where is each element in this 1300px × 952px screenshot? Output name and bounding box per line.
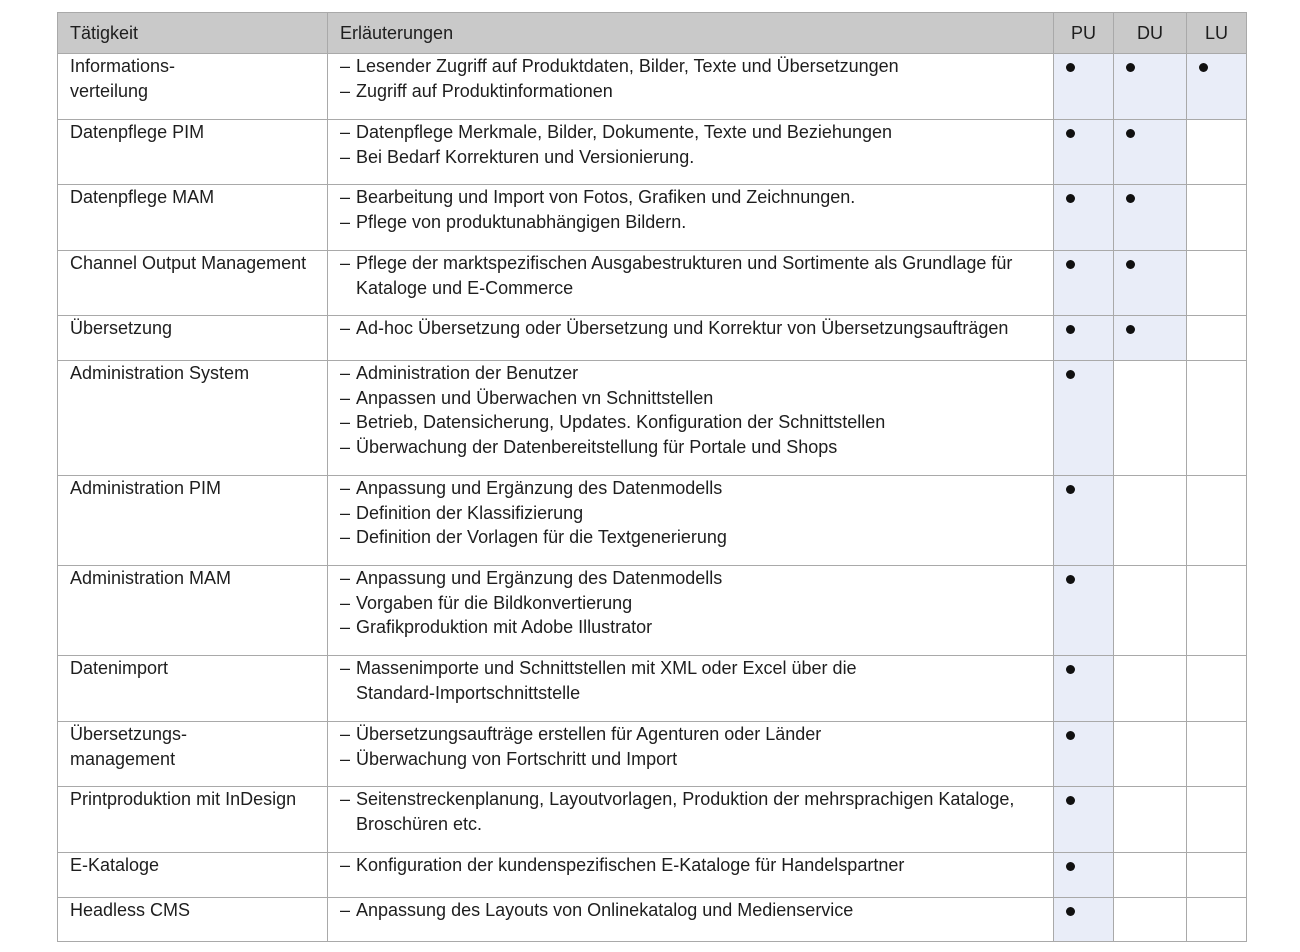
table-row xyxy=(58,656,1247,722)
dash-bullet: – xyxy=(340,855,351,875)
activity-text: Channel Output Management xyxy=(70,253,307,273)
explanation-line xyxy=(340,316,1041,341)
bullet-dot-icon xyxy=(1066,194,1075,203)
bullet-dot-icon xyxy=(1066,370,1075,379)
bullet-dot-icon xyxy=(1066,63,1075,72)
mark-cell-pu xyxy=(1054,316,1114,361)
explanation-cell xyxy=(328,656,1054,722)
header-activity: Tätigkeit xyxy=(58,13,328,54)
dash-bullet xyxy=(340,812,356,837)
mark-cell-pu xyxy=(1054,787,1114,853)
activity-text: Administration System xyxy=(70,363,250,383)
explanation-text: Standard-Importschnittstelle xyxy=(356,682,581,703)
explanation-line xyxy=(340,435,1041,460)
mark-cell-pu xyxy=(1054,185,1114,251)
role-matrix-table xyxy=(57,12,1247,942)
explanation-text: Administration der Benutzer xyxy=(356,363,579,383)
activity-text: Übersetzung xyxy=(70,318,173,338)
header-role-lu: LU xyxy=(1187,13,1247,54)
table-row xyxy=(58,120,1247,185)
activity-cell xyxy=(58,120,328,185)
explanation-text: Konfiguration der kundenspezifischen E-Kataloge für Handelspartner xyxy=(356,855,905,875)
bullet-dot-icon xyxy=(1066,325,1075,334)
mark-cell-du xyxy=(1114,316,1187,361)
explanation-text: Definition der Klassifizierung xyxy=(356,502,584,523)
explanation-text: Anpassung und Ergänzung des Datenmodells xyxy=(356,568,723,588)
mark-cell-du xyxy=(1114,251,1187,316)
explanation-cell xyxy=(328,476,1054,566)
explanation-cell xyxy=(328,566,1054,656)
mark-cell-pu xyxy=(1054,898,1114,942)
explanation-text: Anpassung des Layouts von Onlinekatalog und Medienservice xyxy=(356,900,854,920)
explanation-line xyxy=(340,276,1041,301)
dash-bullet: – xyxy=(340,146,351,167)
mark-cell-pu xyxy=(1054,54,1114,120)
explanation-text: Vorgaben für die Bildkonvertierung xyxy=(356,592,633,613)
dash-bullet: – xyxy=(340,592,351,613)
explanation-text: Pflege der marktspezifischen Ausgabestrukturen und Sortimente als Grundlage für xyxy=(356,253,1013,273)
explanation-line xyxy=(340,787,1041,812)
header-row xyxy=(58,13,1247,54)
mark-cell-lu xyxy=(1187,566,1247,656)
mark-cell-du xyxy=(1114,54,1187,120)
bullet-dot-icon xyxy=(1066,907,1075,916)
explanation-line xyxy=(340,501,1041,526)
table-row xyxy=(58,361,1247,476)
activity-text: E-Kataloge xyxy=(70,855,160,875)
bullet-dot-icon xyxy=(1126,194,1135,203)
explanation-text: Seitenstreckenplanung, Layoutvorlagen, Produktion der mehrsprachigen Kataloge, xyxy=(356,789,1015,809)
dash-bullet: – xyxy=(340,253,351,273)
bullet-dot-icon xyxy=(1126,63,1135,72)
activity-text: Datenimport xyxy=(70,658,169,678)
explanation-line xyxy=(340,410,1041,435)
bullet-dot-icon xyxy=(1066,796,1075,805)
explanation-text: Datenpflege Merkmale, Bilder, Dokumente, Texte und Beziehungen xyxy=(356,122,892,142)
table-row xyxy=(58,54,1247,120)
explanation-text: Anpassen und Überwachen vn Schnittstellen xyxy=(356,387,714,408)
mark-cell-lu xyxy=(1187,251,1247,316)
activity-cell xyxy=(58,185,328,251)
dash-bullet: – xyxy=(340,724,351,744)
mark-cell-du xyxy=(1114,656,1187,722)
table-row xyxy=(58,898,1247,942)
mark-cell-lu xyxy=(1187,54,1247,120)
activity-text: Printproduktion mit InDesign xyxy=(70,789,297,809)
mark-cell-pu xyxy=(1054,656,1114,722)
activity-text: Informations- xyxy=(70,56,176,76)
activity-text: Administration MAM xyxy=(70,568,232,588)
explanation-line xyxy=(340,210,1041,235)
bullet-dot-icon xyxy=(1066,129,1075,138)
explanation-cell xyxy=(328,361,1054,476)
header-role-du: DU xyxy=(1114,13,1187,54)
activity-cell xyxy=(58,54,328,120)
mark-cell-lu xyxy=(1187,898,1247,942)
mark-cell-pu xyxy=(1054,251,1114,316)
header-explanation: Erläuterungen xyxy=(328,13,1054,54)
activity-text: Datenpflege MAM xyxy=(70,187,215,207)
dash-bullet: – xyxy=(340,80,351,101)
mark-cell-du xyxy=(1114,476,1187,566)
explanation-cell xyxy=(328,251,1054,316)
dash-bullet xyxy=(340,681,356,706)
activity-cell xyxy=(58,853,328,898)
dash-bullet: – xyxy=(340,617,351,637)
explanation-text: Übersetzungsaufträge erstellen für Agenturen oder Länder xyxy=(356,724,822,744)
mark-cell-du xyxy=(1114,787,1187,853)
explanation-line xyxy=(340,656,1041,681)
explanation-line xyxy=(340,361,1041,386)
mark-cell-du xyxy=(1114,120,1187,185)
table-row xyxy=(58,566,1247,656)
activity-cell xyxy=(58,566,328,656)
mark-cell-lu xyxy=(1187,853,1247,898)
explanation-text: Massenimporte und Schnittstellen mit XML oder Excel über die xyxy=(356,658,857,678)
dash-bullet: – xyxy=(340,527,351,547)
activity-text: Headless CMS xyxy=(70,900,191,920)
activity-cell xyxy=(58,656,328,722)
table-row xyxy=(58,787,1247,853)
explanation-line xyxy=(340,566,1041,591)
bullet-dot-icon xyxy=(1066,485,1075,494)
bullet-dot-icon xyxy=(1066,862,1075,871)
bullet-dot-icon xyxy=(1126,129,1135,138)
explanation-line xyxy=(340,120,1041,145)
explanation-cell xyxy=(328,787,1054,853)
explanation-cell xyxy=(328,853,1054,898)
explanation-cell xyxy=(328,54,1054,120)
activity-text: management xyxy=(70,748,176,769)
explanation-line xyxy=(340,898,1041,923)
explanation-text: Bearbeitung und Import von Fotos, Grafiken und Zeichnungen. xyxy=(356,187,856,207)
dash-bullet: – xyxy=(340,789,351,809)
dash-bullet: – xyxy=(340,436,351,457)
mark-cell-du xyxy=(1114,898,1187,942)
dash-bullet: – xyxy=(340,211,351,232)
header-role-pu: PU xyxy=(1054,13,1114,54)
dash-bullet: – xyxy=(340,56,351,76)
explanation-cell xyxy=(328,120,1054,185)
bullet-dot-icon xyxy=(1066,665,1075,674)
table-row xyxy=(58,185,1247,251)
activity-text: Datenpflege PIM xyxy=(70,122,205,142)
activity-cell xyxy=(58,898,328,942)
mark-cell-lu xyxy=(1187,120,1247,185)
table-row xyxy=(58,251,1247,316)
mark-cell-du xyxy=(1114,853,1187,898)
explanation-text: Anpassung und Ergänzung des Datenmodells xyxy=(356,478,723,498)
dash-bullet: – xyxy=(340,478,351,498)
bullet-dot-icon xyxy=(1066,260,1075,269)
explanation-text: Broschüren etc. xyxy=(356,813,483,834)
activity-cell xyxy=(58,787,328,853)
explanation-text: Überwachung von Fortschritt und Import xyxy=(356,748,678,769)
activity-text: Administration PIM xyxy=(70,478,222,498)
dash-bullet: – xyxy=(340,122,351,142)
activity-cell xyxy=(58,722,328,787)
activity-text: verteilung xyxy=(70,80,149,101)
mark-cell-lu xyxy=(1187,656,1247,722)
bullet-dot-icon xyxy=(1066,575,1075,584)
mark-cell-du xyxy=(1114,361,1187,476)
dash-bullet: – xyxy=(340,900,351,920)
explanation-cell xyxy=(328,185,1054,251)
explanation-text: Grafikproduktion mit Adobe Illustrator xyxy=(356,617,653,637)
activity-cell xyxy=(58,476,328,566)
explanation-line xyxy=(340,251,1041,276)
explanation-text: Betrieb, Datensicherung, Updates. Konfiguration der Schnittstellen xyxy=(356,412,886,432)
activity-text: Übersetzungs- xyxy=(70,724,188,744)
dash-bullet xyxy=(340,276,356,301)
explanation-line xyxy=(340,54,1041,79)
mark-cell-lu xyxy=(1187,361,1247,476)
explanation-cell xyxy=(328,722,1054,787)
mark-cell-du xyxy=(1114,566,1187,656)
dash-bullet: – xyxy=(340,658,351,678)
dash-bullet: – xyxy=(340,412,351,432)
mark-cell-pu xyxy=(1054,361,1114,476)
explanation-line xyxy=(340,79,1041,104)
dash-bullet: – xyxy=(340,568,351,588)
activity-cell xyxy=(58,316,328,361)
explanation-text: Lesender Zugriff auf Produktdaten, Bilder, Texte und Übersetzungen xyxy=(356,56,899,76)
mark-cell-lu xyxy=(1187,476,1247,566)
explanation-line xyxy=(340,185,1041,210)
table-row xyxy=(58,722,1247,787)
explanation-line xyxy=(340,681,1041,706)
explanation-line xyxy=(340,476,1041,501)
mark-cell-pu xyxy=(1054,566,1114,656)
explanation-text: Definition der Vorlagen für die Textgenerierung xyxy=(356,527,727,547)
bullet-dot-icon xyxy=(1126,325,1135,334)
explanation-text: Kataloge und E-Commerce xyxy=(356,277,574,298)
explanation-text: Zugriff auf Produktinformationen xyxy=(356,80,613,101)
mark-cell-lu xyxy=(1187,787,1247,853)
explanation-line xyxy=(340,615,1041,640)
mark-cell-pu xyxy=(1054,476,1114,566)
bullet-dot-icon xyxy=(1126,260,1135,269)
table-row xyxy=(58,476,1247,566)
explanation-cell xyxy=(328,316,1054,361)
dash-bullet: – xyxy=(340,363,351,383)
mark-cell-lu xyxy=(1187,185,1247,251)
table-row xyxy=(58,853,1247,898)
explanation-line xyxy=(340,853,1041,878)
explanation-line xyxy=(340,747,1041,772)
explanation-text: Überwachung der Datenbereitstellung für Portale und Shops xyxy=(356,436,838,457)
mark-cell-pu xyxy=(1054,722,1114,787)
mark-cell-pu xyxy=(1054,120,1114,185)
explanation-line xyxy=(340,722,1041,747)
explanation-line xyxy=(340,525,1041,550)
explanation-line xyxy=(340,591,1041,616)
dash-bullet: – xyxy=(340,187,351,207)
mark-cell-du xyxy=(1114,722,1187,787)
explanation-text: Pflege von produktunabhängigen Bildern. xyxy=(356,211,687,232)
activity-cell xyxy=(58,251,328,316)
table-row xyxy=(58,316,1247,361)
activity-cell xyxy=(58,361,328,476)
explanation-text: Ad-hoc Übersetzung oder Übersetzung und Korrektur von Übersetzungsaufträgen xyxy=(356,318,1009,338)
explanation-line xyxy=(340,812,1041,837)
dash-bullet: – xyxy=(340,502,351,523)
explanation-text: Bei Bedarf Korrekturen und Versionierung. xyxy=(356,146,695,167)
mark-cell-pu xyxy=(1054,853,1114,898)
mark-cell-lu xyxy=(1187,316,1247,361)
bullet-dot-icon xyxy=(1199,63,1208,72)
explanation-cell xyxy=(328,898,1054,942)
explanation-line xyxy=(340,386,1041,411)
bullet-dot-icon xyxy=(1066,731,1075,740)
dash-bullet: – xyxy=(340,748,351,769)
dash-bullet: – xyxy=(340,318,351,338)
mark-cell-lu xyxy=(1187,722,1247,787)
dash-bullet: – xyxy=(340,387,351,408)
table-body xyxy=(58,54,1247,942)
mark-cell-du xyxy=(1114,185,1187,251)
explanation-line xyxy=(340,145,1041,170)
